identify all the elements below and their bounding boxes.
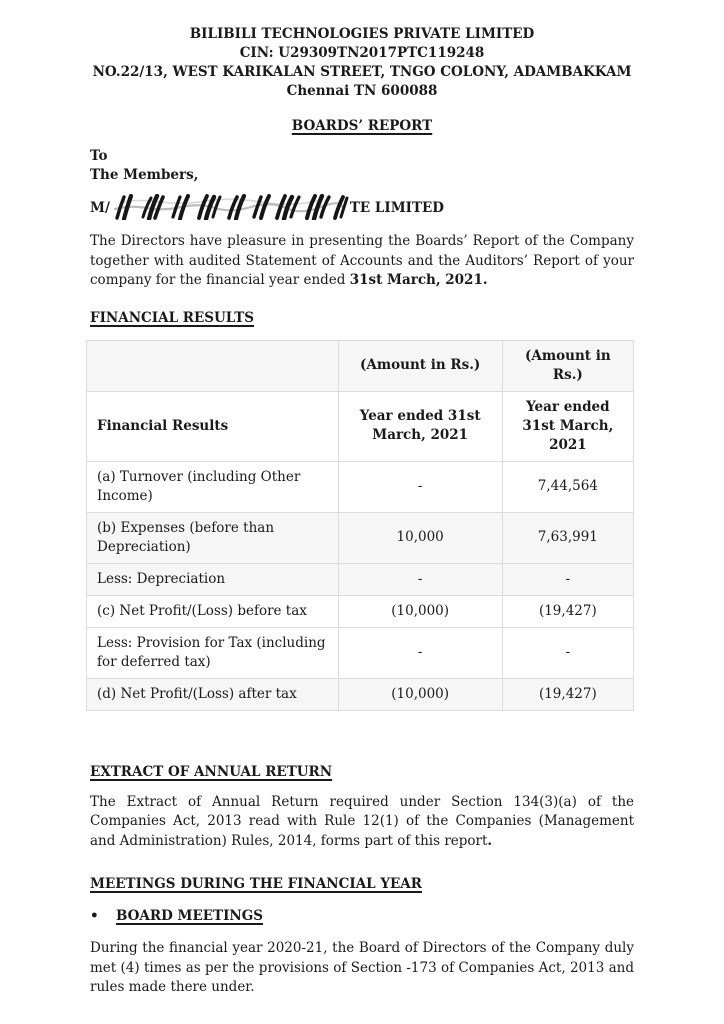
table-cell-value: - xyxy=(502,563,633,595)
table-cell-value: - xyxy=(502,627,633,678)
extract-heading: EXTRACT OF ANNUAL RETURN xyxy=(90,763,333,780)
board-meetings-item xyxy=(90,907,634,926)
salutation xyxy=(90,147,634,185)
intro-text: The Directors have pleasure in presenting the Boards’ Report of the Company together with audited Statement of Accounts and the Auditors’ Report of your company for the financial year ended xyxy=(90,233,634,288)
extract-bold-period: . xyxy=(487,832,493,849)
intro-bold-date: 31st March, 2021. xyxy=(349,272,488,288)
board-meetings-heading: BOARD MEETINGS xyxy=(116,908,264,924)
company-name: BILIBILI TECHNOLOGIES PRIVATE LIMITED xyxy=(189,26,535,42)
financial-results-heading: FINANCIAL RESULTS xyxy=(90,309,254,326)
addressee-suffix: TE LIMITED xyxy=(349,200,445,216)
extract-text: The Extract of Annual Return required under Section 134(3)(a) of the Companies Act, 2013 read with Rule 12(1) of the Companies (Management and Administration) Rules, 2014, forms part of this report xyxy=(90,793,634,849)
table-row xyxy=(87,512,634,563)
addressee-prefix: M/ xyxy=(90,200,110,216)
table-cell-label: Less: Provision for Tax (including for deferred tax) xyxy=(87,627,339,678)
table-cell-header-label: Financial Results xyxy=(87,391,339,461)
intro-paragraph xyxy=(90,232,634,291)
table-row xyxy=(87,461,634,512)
meetings-heading: MEETINGS DURING THE FINANCIAL YEAR xyxy=(90,876,422,892)
table-cell-label: (b) Expenses (before than Depreciation) xyxy=(87,512,339,563)
table-cell-empty xyxy=(87,340,339,391)
table-cell-label: Less: Depreciation xyxy=(87,563,339,595)
redaction-scribble xyxy=(111,194,349,220)
table-row xyxy=(87,678,634,710)
salutation-members: The Members, xyxy=(90,167,199,183)
table-cell-label: (c) Net Profit/(Loss) before tax xyxy=(87,595,339,627)
addressee-line xyxy=(90,194,634,221)
table-cell-value: - xyxy=(338,461,502,512)
bullet-icon: • xyxy=(90,908,99,924)
table-cell-value: - xyxy=(338,563,502,595)
extract-paragraph xyxy=(90,793,634,852)
table-column-header-row xyxy=(87,391,634,461)
table-row xyxy=(87,627,634,678)
table-cell-value: (19,427) xyxy=(502,595,633,627)
company-city: Chennai TN 600088 xyxy=(286,83,438,99)
table-cell-value: 7,44,564 xyxy=(502,461,633,512)
table-cell-value: - xyxy=(338,627,502,678)
table-cell-label: (a) Turnover (including Other Income) xyxy=(87,461,339,512)
table-cell-label: (d) Net Profit/(Loss) after tax xyxy=(87,678,339,710)
salutation-to: To xyxy=(90,148,108,164)
table-cell-period-header: Year ended 31st March, 2021 xyxy=(338,391,502,461)
table-cell-value: 10,000 xyxy=(338,512,502,563)
company-address: NO.22/13, WEST KARIKALAN STREET, TNGO COLONY, ADAMBAKKAM xyxy=(92,64,632,80)
table-row xyxy=(87,563,634,595)
table-cell-value: (10,000) xyxy=(338,678,502,710)
report-title: BOARDS’ REPORT xyxy=(291,118,433,134)
table-amount-header-row xyxy=(87,340,634,391)
table-cell-value: 7,63,991 xyxy=(502,512,633,563)
company-header xyxy=(90,25,634,101)
board-meetings-paragraph: During the financial year 2020-21, the Board of Directors of the Company duly met (4) times as per the provisions of Section -173 of Companies Act, 2013 and rules made there under. xyxy=(90,940,634,995)
table-cell-value: (10,000) xyxy=(338,595,502,627)
table-row xyxy=(87,595,634,627)
table-cell-amount-header: (Amount in Rs.) xyxy=(338,340,502,391)
table-cell-period-header: Year ended 31st March, 2021 xyxy=(502,391,633,461)
table-cell-value: (19,427) xyxy=(502,678,633,710)
table-cell-amount-header: (Amount in Rs.) xyxy=(502,340,633,391)
company-cin: CIN: U29309TN2017PTC119248 xyxy=(239,45,485,61)
financial-results-table xyxy=(86,340,634,711)
